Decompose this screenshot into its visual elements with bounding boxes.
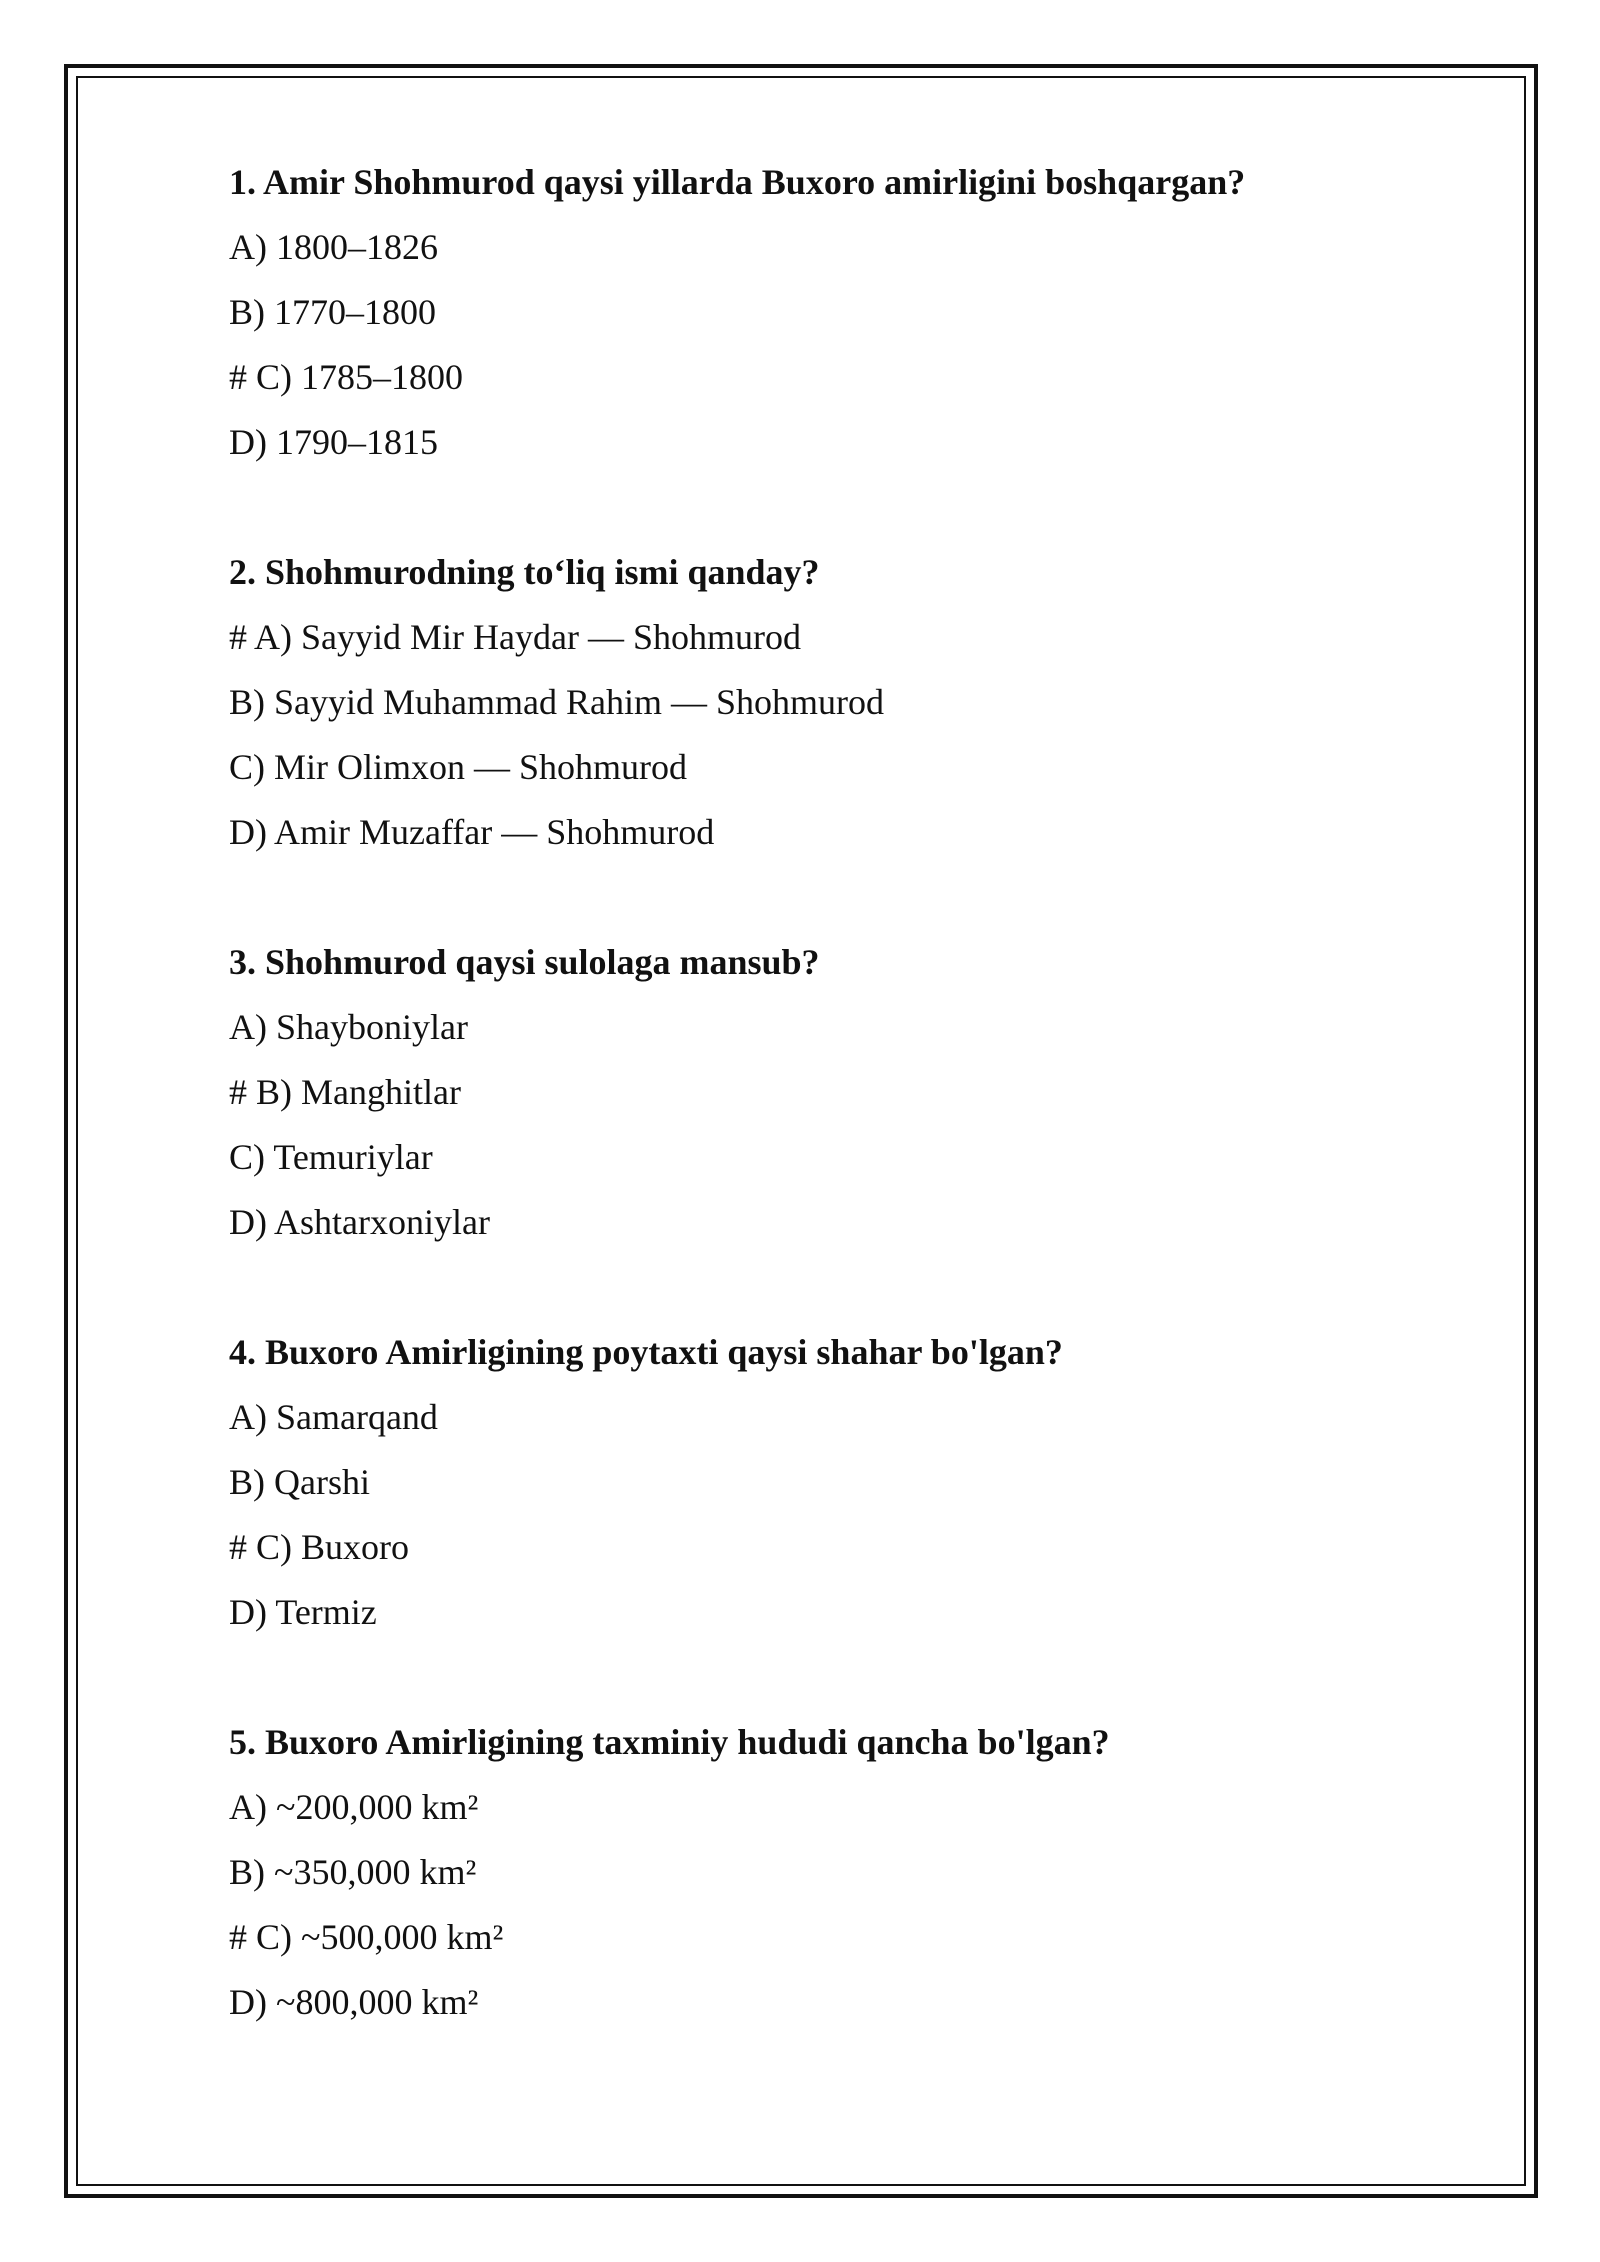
question-title: 4. Buxoro Amirligining poytaxti qaysi shahar bo'lgan? <box>229 1332 1063 1372</box>
answer-option-a: # A) Sayyid Mir Haydar — Shohmurod <box>229 617 801 657</box>
answer-option-a: A) Shayboniylar <box>229 1007 468 1047</box>
answer-option-c: # C) 1785–1800 <box>229 357 463 397</box>
answer-option-a: A) 1800–1826 <box>229 227 438 267</box>
answer-option-c: C) Temuriylar <box>229 1137 433 1177</box>
answer-option-b: B) ~350,000 km² <box>229 1852 477 1892</box>
question-title: 5. Buxoro Amirligining taxminiy hududi qancha bo'lgan? <box>229 1722 1110 1762</box>
answer-option-a: A) Samarqand <box>229 1397 438 1437</box>
answer-option-c: # C) Buxoro <box>229 1527 409 1567</box>
answer-option-d: D) Ashtarxoniylar <box>229 1202 490 1242</box>
answer-option-d: D) Amir Muzaffar — Shohmurod <box>229 812 715 852</box>
answer-option-b: B) 1770–1800 <box>229 292 436 332</box>
question-5 <box>229 1710 1449 2035</box>
question-4 <box>229 1320 1449 1645</box>
question-3 <box>229 930 1449 1255</box>
answer-option-c: C) Mir Olimxon — Shohmurod <box>229 747 688 787</box>
answer-option-d: D) 1790–1815 <box>229 422 438 462</box>
answer-option-b: # B) Manghitlar <box>229 1072 461 1112</box>
answer-option-b: B) Sayyid Muhammad Rahim — Shohmurod <box>229 682 884 722</box>
answer-option-b: B) Qarshi <box>229 1462 370 1502</box>
quiz-content <box>229 150 1449 2100</box>
question-title: 1. Amir Shohmurod qaysi yillarda Buxoro amirligini boshqargan? <box>229 162 1246 202</box>
answer-option-a: A) ~200,000 km² <box>229 1787 479 1827</box>
question-title: 3. Shohmurod qaysi sulolaga mansub? <box>229 942 820 982</box>
answer-option-c: # C) ~500,000 km² <box>229 1917 504 1957</box>
question-1 <box>229 150 1449 475</box>
answer-option-d: D) Termiz <box>229 1592 377 1632</box>
question-2 <box>229 540 1449 865</box>
question-title: 2. Shohmurodning to‘liq ismi qanday? <box>229 552 820 592</box>
answer-option-d: D) ~800,000 km² <box>229 1982 479 2022</box>
